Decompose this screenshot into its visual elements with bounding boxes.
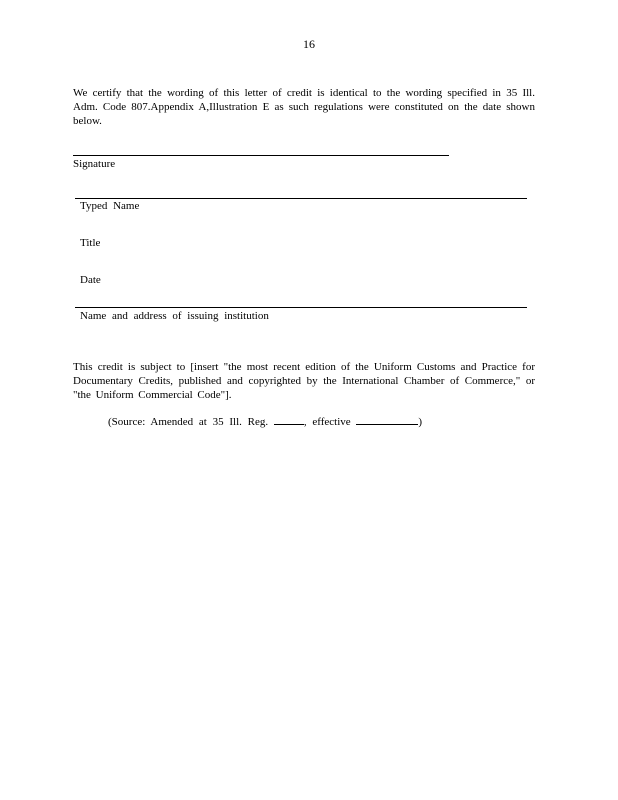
typed-name-line bbox=[75, 198, 527, 199]
subject-paragraph: This credit is subject to [insert "the most recent edition of the Uniform Customs and Practice for Documentary Credits, published and copyrighted by the International Chamber of Commerce," or "the Uniform Commercial Code"]. bbox=[73, 361, 535, 401]
register-page-blank bbox=[274, 414, 304, 425]
effective-date-blank bbox=[356, 414, 418, 425]
issuing-institution-label: Name and address of issuing institution bbox=[80, 310, 269, 322]
source-comma: , bbox=[303, 416, 307, 428]
source-prefix: (Source: Amended at 35 Ill. Reg. bbox=[108, 416, 269, 428]
signature-line bbox=[73, 155, 449, 156]
certification-paragraph: We certify that the wording of this letter of credit is identical to the wording specified in 35 Ill. Adm. Code 807.Appendix A,Illustration E as such regulations were constituted on the date shown below. bbox=[73, 87, 535, 127]
source-effective-label: effective bbox=[312, 416, 351, 428]
source-suffix: ) bbox=[418, 416, 423, 428]
date-label: Date bbox=[80, 274, 101, 286]
issuing-institution-line bbox=[75, 307, 527, 308]
typed-name-label: Typed Name bbox=[80, 200, 140, 212]
title-label: Title bbox=[80, 237, 101, 249]
signature-label: Signature bbox=[73, 158, 116, 170]
page-number: 16 bbox=[303, 37, 315, 51]
source-note bbox=[108, 414, 422, 429]
